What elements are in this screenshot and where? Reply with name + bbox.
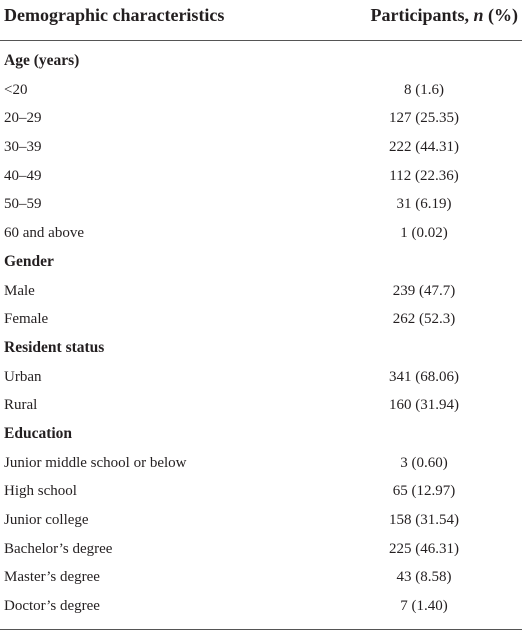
row-label: 50–59 — [4, 196, 42, 213]
table-group-row — [0, 48, 522, 77]
bottom-rule — [0, 629, 522, 630]
row-label: Rural — [4, 397, 38, 414]
row-label: Female — [4, 311, 49, 328]
row-label: Doctor’s degree — [4, 598, 100, 615]
row-value: 31 (6.19) — [396, 196, 452, 213]
row-label: Junior middle school or below — [4, 454, 187, 471]
row-label: <20 — [4, 81, 28, 98]
header-participants-pct: (%) — [483, 5, 518, 25]
header-participants-n: n — [473, 5, 484, 25]
table-group-row — [0, 335, 522, 364]
row-value: 158 (31.54) — [389, 512, 459, 528]
table-row — [0, 593, 522, 622]
table-row — [0, 306, 522, 335]
row-label: 60 and above — [4, 225, 84, 242]
table-row — [0, 77, 522, 106]
row-value: 43 (8.58) — [396, 569, 452, 586]
group-label: Age (years) — [4, 52, 80, 69]
group-label: Gender — [4, 252, 54, 270]
table-row — [0, 220, 522, 249]
row-value: 7 (1.40) — [400, 598, 448, 615]
table-row — [0, 134, 522, 163]
table-row — [0, 278, 522, 307]
row-value: 1 (0.02) — [400, 225, 448, 242]
table-row — [0, 536, 522, 565]
row-value: 127 (25.35) — [389, 110, 459, 127]
row-label: Bachelor’s degree — [4, 540, 113, 557]
row-label: 40–49 — [4, 167, 42, 184]
header-participants-label: Participants, — [370, 5, 474, 25]
table-row — [0, 507, 522, 536]
row-value: 160 (31.94) — [389, 397, 459, 414]
table-row — [0, 564, 522, 593]
table-group-row — [0, 249, 522, 278]
header-rule — [0, 40, 522, 41]
row-value: 112 (22.36) — [389, 167, 459, 184]
table-row — [0, 364, 522, 393]
row-value: 239 (47.7) — [392, 282, 456, 299]
table-group-row — [0, 421, 522, 450]
table-row — [0, 392, 522, 421]
row-value: 8 (1.6) — [404, 81, 444, 98]
row-value: 65 (12.97) — [392, 483, 456, 500]
group-label: Education — [4, 424, 73, 442]
row-value: 225 (46.31) — [389, 540, 459, 557]
table-row — [0, 191, 522, 220]
row-label: Urban — [4, 368, 42, 385]
row-value: 222 (44.31) — [389, 139, 459, 156]
row-value: 262 (52.3) — [392, 311, 456, 328]
row-label: Master’s degree — [4, 569, 100, 586]
row-label: High school — [4, 483, 77, 500]
header-participants — [370, 3, 518, 27]
row-value: 341 (68.06) — [389, 368, 459, 385]
row-label: Junior college — [4, 512, 89, 528]
table-body — [0, 48, 522, 622]
table-header — [0, 0, 522, 34]
table-row — [0, 478, 522, 507]
group-label: Resident status — [4, 338, 105, 356]
row-label: Male — [4, 282, 35, 299]
table-row — [0, 163, 522, 192]
row-value: 3 (0.60) — [400, 454, 448, 471]
header-demographic-characteristics: Demographic characteristics — [4, 5, 225, 25]
table-row — [0, 105, 522, 134]
row-label: 30–39 — [4, 139, 42, 156]
row-label: 20–29 — [4, 110, 42, 127]
table-row — [0, 450, 522, 479]
